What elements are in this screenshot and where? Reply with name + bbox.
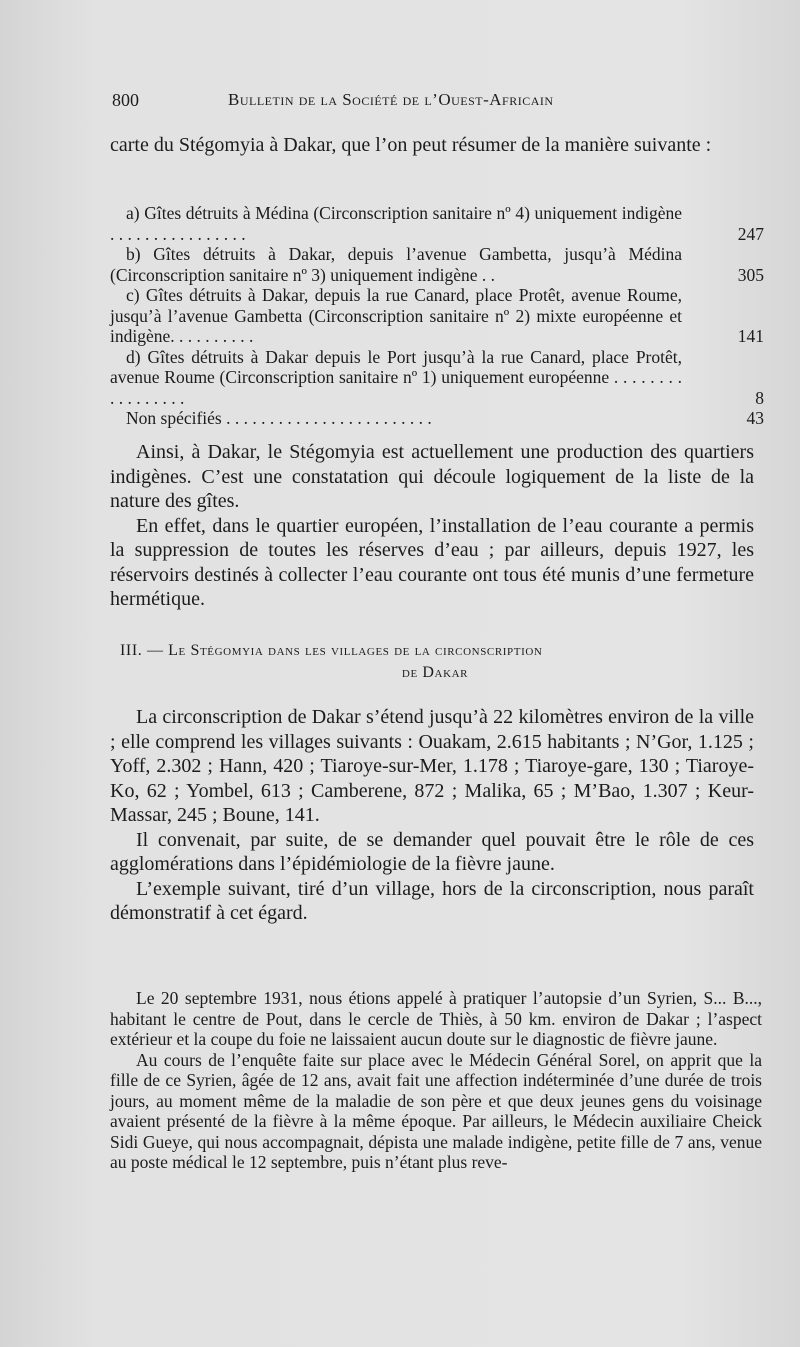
list-item: b) Gîtes détruits à Dakar, depuis l’avenue Gambetta, jusqu’à Médina (Circonscription sanitaire nº 3) uniquement indigène . . 305 xyxy=(110,244,764,285)
paragraph: L’exemple suivant, tiré d’un village, hors de la circonscription, nous paraît démonstratif à cet égard. xyxy=(110,877,754,924)
paragraph: Le 20 septembre 1931, nous étions appelé à pratiquer l’autopsie d’un Syrien, S... B..., habitant le centre de Pout, dans le cercle de Thiès, à 50 km. environ de Dakar ; l’aspect extérieur et la coupe du foie ne laissaient aucun doute sur le diagnostic de fièvre jaune. xyxy=(110,988,762,1049)
paragraph: Ainsi, à Dakar, le Stégomyia est actuellement une production des quartiers indigènes. C’est une constatation qui découle logiquement de la liste de la nature des gîtes. xyxy=(110,441,754,512)
body-paragraphs-2 xyxy=(110,705,754,926)
paragraph: En effet, dans le quartier européen, l’installation de l’eau courante a permis la suppression de toutes les réserves d’eau ; par ailleurs, depuis 1927, les réservoirs destinés à collecter l’eau courante ont tous été munis d’une fermeture hermétique. xyxy=(110,514,754,610)
list-item-value: 43 xyxy=(746,408,764,428)
list-item: c) Gîtes détruits à Dakar, depuis la rue Canard, place Protêt, avenue Roume, jusqu’à l’avenue Gambetta (Circonscription sanitaire nº 2) mixte européenne et indigène. . . . . . . . . . 141 xyxy=(110,285,764,346)
page-header xyxy=(112,88,752,116)
gites-list xyxy=(110,203,764,429)
case-report xyxy=(110,988,762,1173)
list-item-value: 247 xyxy=(737,223,764,244)
intro-paragraph: carte du Stégomyia à Dakar, que l’on peut résumer de la manière suivante : xyxy=(110,134,712,156)
body-paragraphs-1 xyxy=(110,440,754,612)
list-item: d) Gîtes détruits à Dakar depuis le Port jusqu’à la rue Canard, place Protêt, avenue Roume (Circonscription sanitaire nº 1) uniquement européenne . . . . . . . . . . . . . . . . . 8 xyxy=(110,346,764,408)
paragraph: Il convenait, par suite, de se demander quel pouvait être le rôle de ces agglomérations dans l’épidémiologie de la fièvre jaune. xyxy=(110,828,754,875)
paragraph: La circonscription de Dakar s’étend jusqu’à 22 kilomètres environ de la ville ; elle comprend les villages suivants : Ouakam, 2.615 habitants ; N’Gor, 1.125 ; Yoff, 2.302 ; Hann, 420 ; Tiaroye-sur-Mer, 1.178 ; Tiaroye-gare, 130 ; Tiaroye-Ko, 62 ; Yombel, 613 ; Camberene, 872 ; Malika, 65 ; M’Bao, 1.307 ; Keur-Massar, 245 ; Boune, 141. xyxy=(110,706,754,826)
list-item-value: 141 xyxy=(737,326,764,346)
list-item: Non spécifiés . . . . . . . . . . . . . . . . . . . . . . . . 43 xyxy=(126,408,764,428)
list-item-value: 8 xyxy=(755,387,764,408)
list-item-value: 305 xyxy=(737,264,764,285)
running-title: Bulletin de la Société de l’Ouest-Africain xyxy=(228,90,554,109)
page-number: 800 xyxy=(112,90,139,110)
section-heading: III. — Le Stégomyia dans les villages de la circonscription de Dakar xyxy=(120,642,543,681)
list-item: a) Gîtes détruits à Médina (Circonscription sanitaire nº 4) uniquement indigène . . . . . . . . . . . . . . . . 247 xyxy=(110,203,764,244)
paragraph: Au cours de l’enquête faite sur place avec le Médecin Général Sorel, on apprit que la fille de ce Syrien, âgée de 12 ans, avait fait une affection indéterminée d’une durée de trois jours, au moment même de la maladie de son père et que deux jeunes gens du voisinage avaient présenté de la fièvre à la même époque. Par ailleurs, le Médecin auxiliaire Cheick Sidi Gueye, qui nous accompagnait, dépista une malade indigène, petite fille de 7 ans, venue au poste médical le 12 septembre, puis n’étant plus reve- xyxy=(110,1049,762,1172)
